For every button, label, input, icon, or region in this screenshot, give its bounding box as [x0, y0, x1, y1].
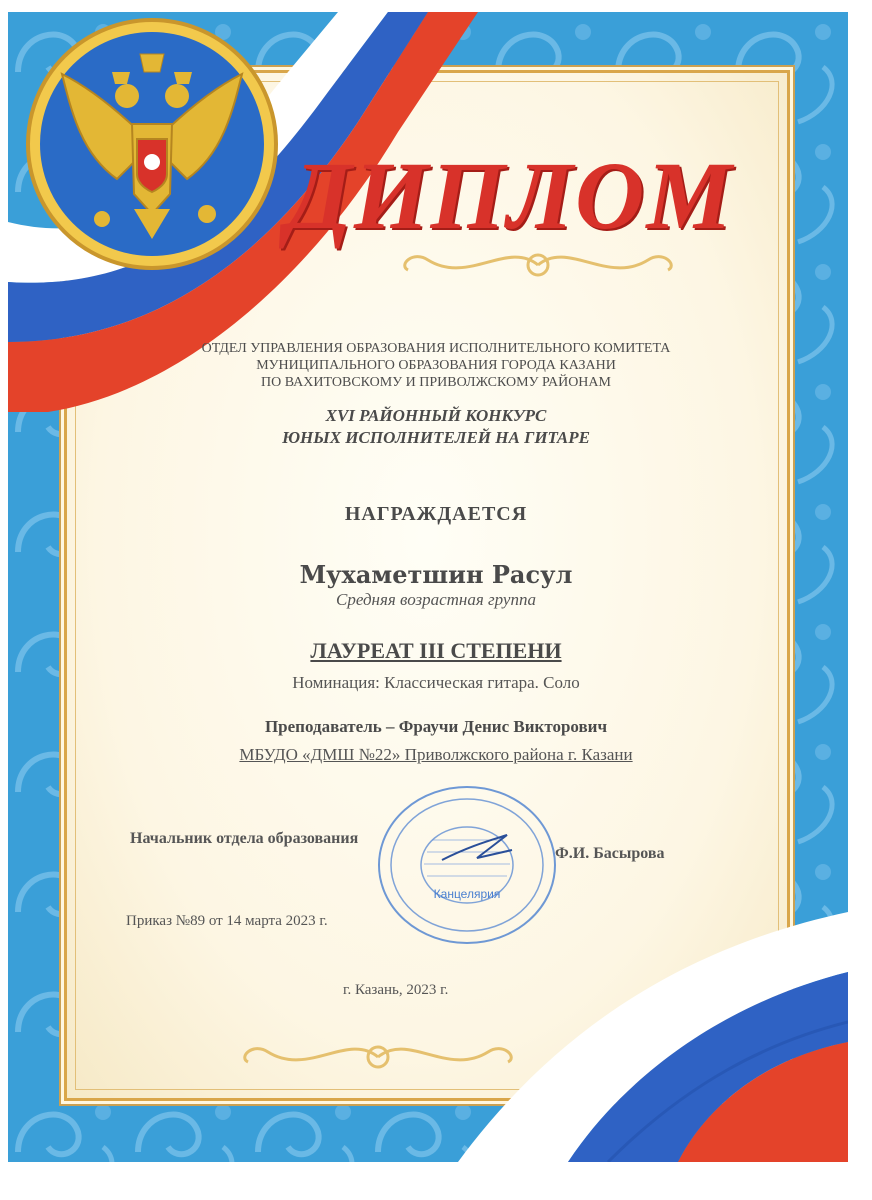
signature-mark — [442, 835, 512, 860]
award-level: ЛАУРЕАТ III СТЕПЕНИ — [310, 638, 562, 663]
awarded-heading: НАГРАЖДАЕТСЯ — [344, 503, 528, 525]
school-line: МБУДО «ДМШ №22» Приволжского района г. Казани — [239, 745, 633, 764]
organization-line: ОТДЕЛ УПРАВЛЕНИЯ ОБРАЗОВАНИЯ ИСПОЛНИТЕЛЬНОГО КОМИТЕТА — [201, 341, 671, 356]
ornament-flourish-bottom — [228, 1032, 528, 1082]
order-line: Приказ №89 от 14 марта 2023 г. — [126, 913, 328, 929]
organization-line: МУНИЦИПАЛЬНОГО ОБРАЗОВАНИЯ ГОРОДА КАЗАНИ — [256, 358, 616, 373]
age-group: Средняя возрастная группа — [336, 590, 536, 609]
contest-line: XVI РАЙОННЫЙ КОНКУРС — [325, 406, 547, 425]
teacher-line: Преподаватель – Фраучи Денис Викторович — [264, 717, 608, 736]
contest-line: ЮНЫХ ИСПОЛНИТЕЛЕЙ НА ГИТАРЕ — [282, 428, 590, 447]
organization-header — [0, 340, 872, 391]
nomination: Номинация: Классическая гитара. Соло — [292, 673, 580, 692]
chief-name: Ф.И. Басырова — [555, 845, 665, 862]
russian-coat-of-arms-icon — [22, 14, 282, 274]
stamp-center-text: Канцелярия — [433, 887, 501, 901]
official-stamp — [372, 780, 562, 950]
city-year: г. Казань, 2023 г. — [343, 982, 449, 998]
recipient-name: Мухаметшин Расул — [299, 560, 573, 589]
contest-title — [0, 405, 872, 449]
chief-title: Начальник отдела образования — [130, 830, 359, 847]
organization-line: ПО ВАХИТОВСКОМУ И ПРИВОЛЖСКОМУ РАЙОНАМ — [261, 375, 611, 390]
diploma-title: ДИПЛОМ — [286, 142, 734, 249]
